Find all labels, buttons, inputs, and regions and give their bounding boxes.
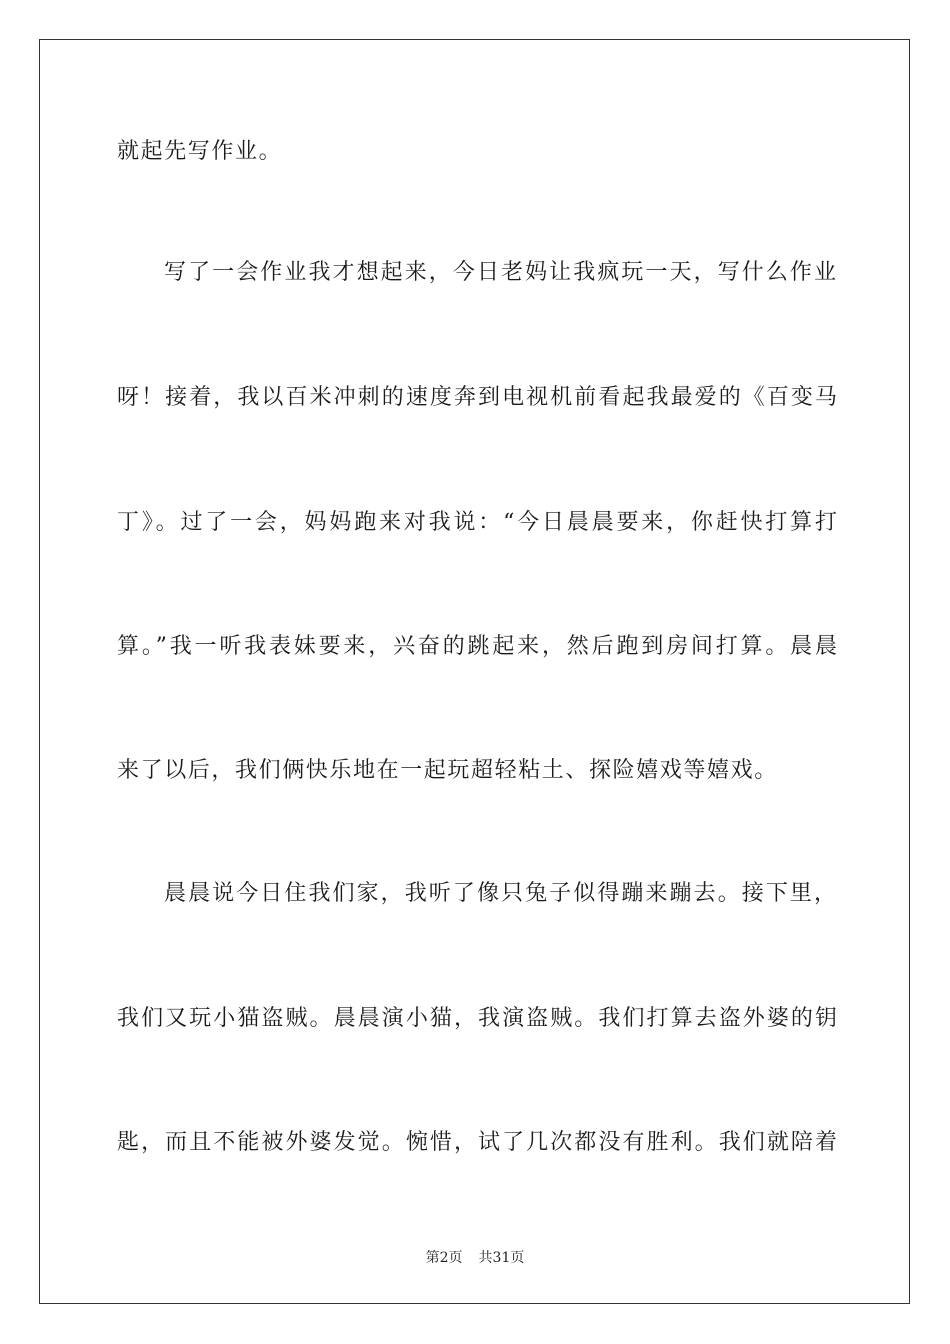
text-line-9: 匙，而且不能被外婆发觉。惋惜，试了几次都没有胜利。我们就陪着: [117, 1130, 837, 1155]
page-number: 第2页: [425, 1250, 463, 1266]
page-footer: [0, 1248, 950, 1268]
text-line-4: 丁》。过了一会，妈妈跑来对我说：“今日晨晨要来，你赶快打算打: [117, 510, 837, 535]
page-border: [39, 39, 910, 1304]
text-line-1: 就起先写作业。: [117, 139, 283, 164]
text-line-2: 写了一会作业我才想起来，今日老妈让我疯玩一天，写什么作业: [164, 260, 836, 285]
text-line-7: 晨晨说今日住我们家，我听了像只兔子似得蹦来蹦去。接下里，: [164, 881, 836, 906]
text-line-5: 算。”我一听我表妹要来，兴奋的跳起来，然后跑到房间打算。晨晨: [117, 634, 837, 659]
text-line-8: 我们又玩小猫盗贼。晨晨演小猫，我演盗贼。我们打算去盗外婆的钥: [117, 1006, 837, 1031]
page-total: 共31页: [478, 1250, 525, 1266]
text-line-3: 呀！接着，我以百米冲刺的速度奔到电视机前看起我最爱的《百变马: [117, 385, 837, 410]
text-line-6: 来了以后，我们俩快乐地在一起玩超轻粘土、探险嬉戏等嬉戏。: [117, 758, 778, 783]
